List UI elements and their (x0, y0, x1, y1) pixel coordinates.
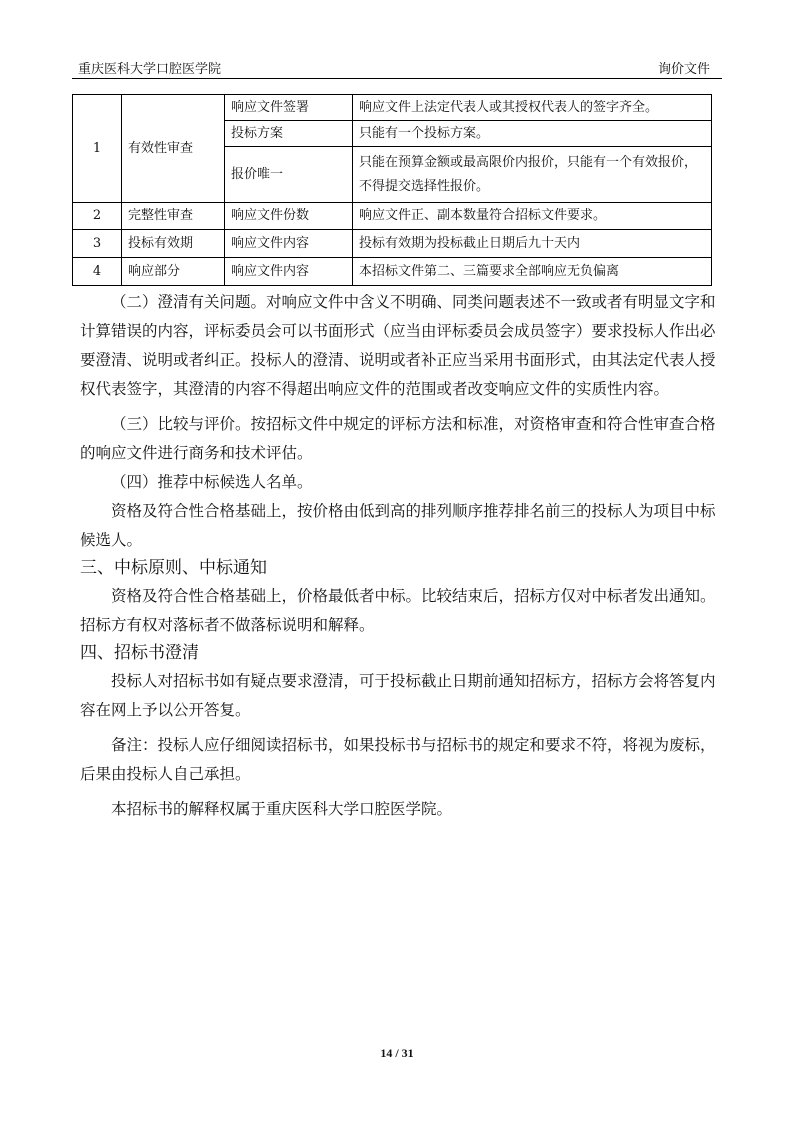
review-field: 响应文件内容 (225, 230, 353, 258)
paragraph-rights: 本招标书的解释权属于重庆医科大学口腔医学院。 (111, 800, 453, 818)
review-item: 响应部分 (122, 258, 225, 286)
paragraph-clarification: （二）澄清有关问题。对响应文件中含义不明确、同类问题表述不一致或者有明显文字和计算错误的内容，评标委员会可以书面形式（应当由评标委员会成员签字）要求投标人作出必要澄清、说明或者纠正。投标人的澄清、说明或者补正应当采用书面形式，由其法定代表人授权代表签字，其澄清的内容不得超出响应文件的范围或者改变响应文件的实质性内容。 (80, 293, 716, 398)
table-row (73, 95, 712, 121)
review-field: 响应文件签署 (225, 95, 353, 121)
paragraph-recommend: 资格及符合性合格基础上，按价格由低到高的排列顺序推荐排名前三的投标人为项目中标候选人。 (80, 502, 716, 549)
table-row (73, 230, 712, 258)
header-institution: 重庆医科大学口腔医学院 (78, 62, 222, 77)
review-item: 有效性审查 (122, 95, 225, 203)
paragraph-award: 资格及符合性合格基础上，价格最低者中标。比较结束后，招标方仅对中标者发出通知。招标方有权对落标者不做落标说明和解释。 (80, 587, 716, 634)
table-row (73, 258, 712, 286)
review-item: 完整性审查 (122, 203, 225, 230)
review-requirement: 只能在预算金额或最高限价内报价，只能有一个有效报价，不得提交选择性报价。 (353, 147, 712, 203)
review-field: 投标方案 (225, 121, 353, 147)
paragraph-clarify: 投标人对招标书如有疑点要求澄清，可于投标截止日期前通知招标方，招标方会将答复内容在网上予以公开答复。 (80, 672, 716, 719)
page-header (72, 52, 722, 79)
review-criteria-table (72, 94, 712, 286)
row-number: 3 (73, 230, 122, 258)
paragraph-note: 备注：投标人应仔细阅读招标书，如果投标书与招标书的规定和要求不符，将视为废标，后果由投标人自己承担。 (80, 736, 716, 783)
review-requirement: 响应文件上法定代表人或其授权代表人的签字齐全。 (353, 95, 712, 121)
page-number: 14 / 31 (380, 1046, 414, 1060)
review-requirement: 本招标文件第二、三篇要求全部响应无负偏离 (353, 258, 712, 286)
header-doc-type: 询价文件 (657, 62, 710, 77)
row-number: 2 (73, 203, 122, 230)
table-row (73, 203, 712, 230)
review-field: 报价唯一 (225, 147, 353, 203)
document-body (80, 288, 716, 824)
section-heading-award: 三、中标原则、中标通知 (80, 558, 267, 578)
review-field: 响应文件内容 (225, 258, 353, 286)
review-item: 投标有效期 (122, 230, 225, 258)
review-requirement: 响应文件正、副本数量符合招标文件要求。 (353, 203, 712, 230)
review-field: 响应文件份数 (225, 203, 353, 230)
row-number: 1 (73, 95, 122, 203)
paragraph-recommend-title: （四）推荐中标候选人名单。 (111, 473, 313, 491)
paragraph-comparison: （三）比较与评价。按招标文件中规定的评标方法和标准，对资格审查和符合性审查合格的响应文件进行商务和技术评估。 (80, 415, 716, 462)
review-requirement: 投标有效期为投标截止日期后九十天内 (353, 230, 712, 258)
review-requirement: 只能有一个投标方案。 (353, 121, 712, 147)
row-number: 4 (73, 258, 122, 286)
section-heading-clarify: 四、招标书澄清 (80, 643, 199, 663)
